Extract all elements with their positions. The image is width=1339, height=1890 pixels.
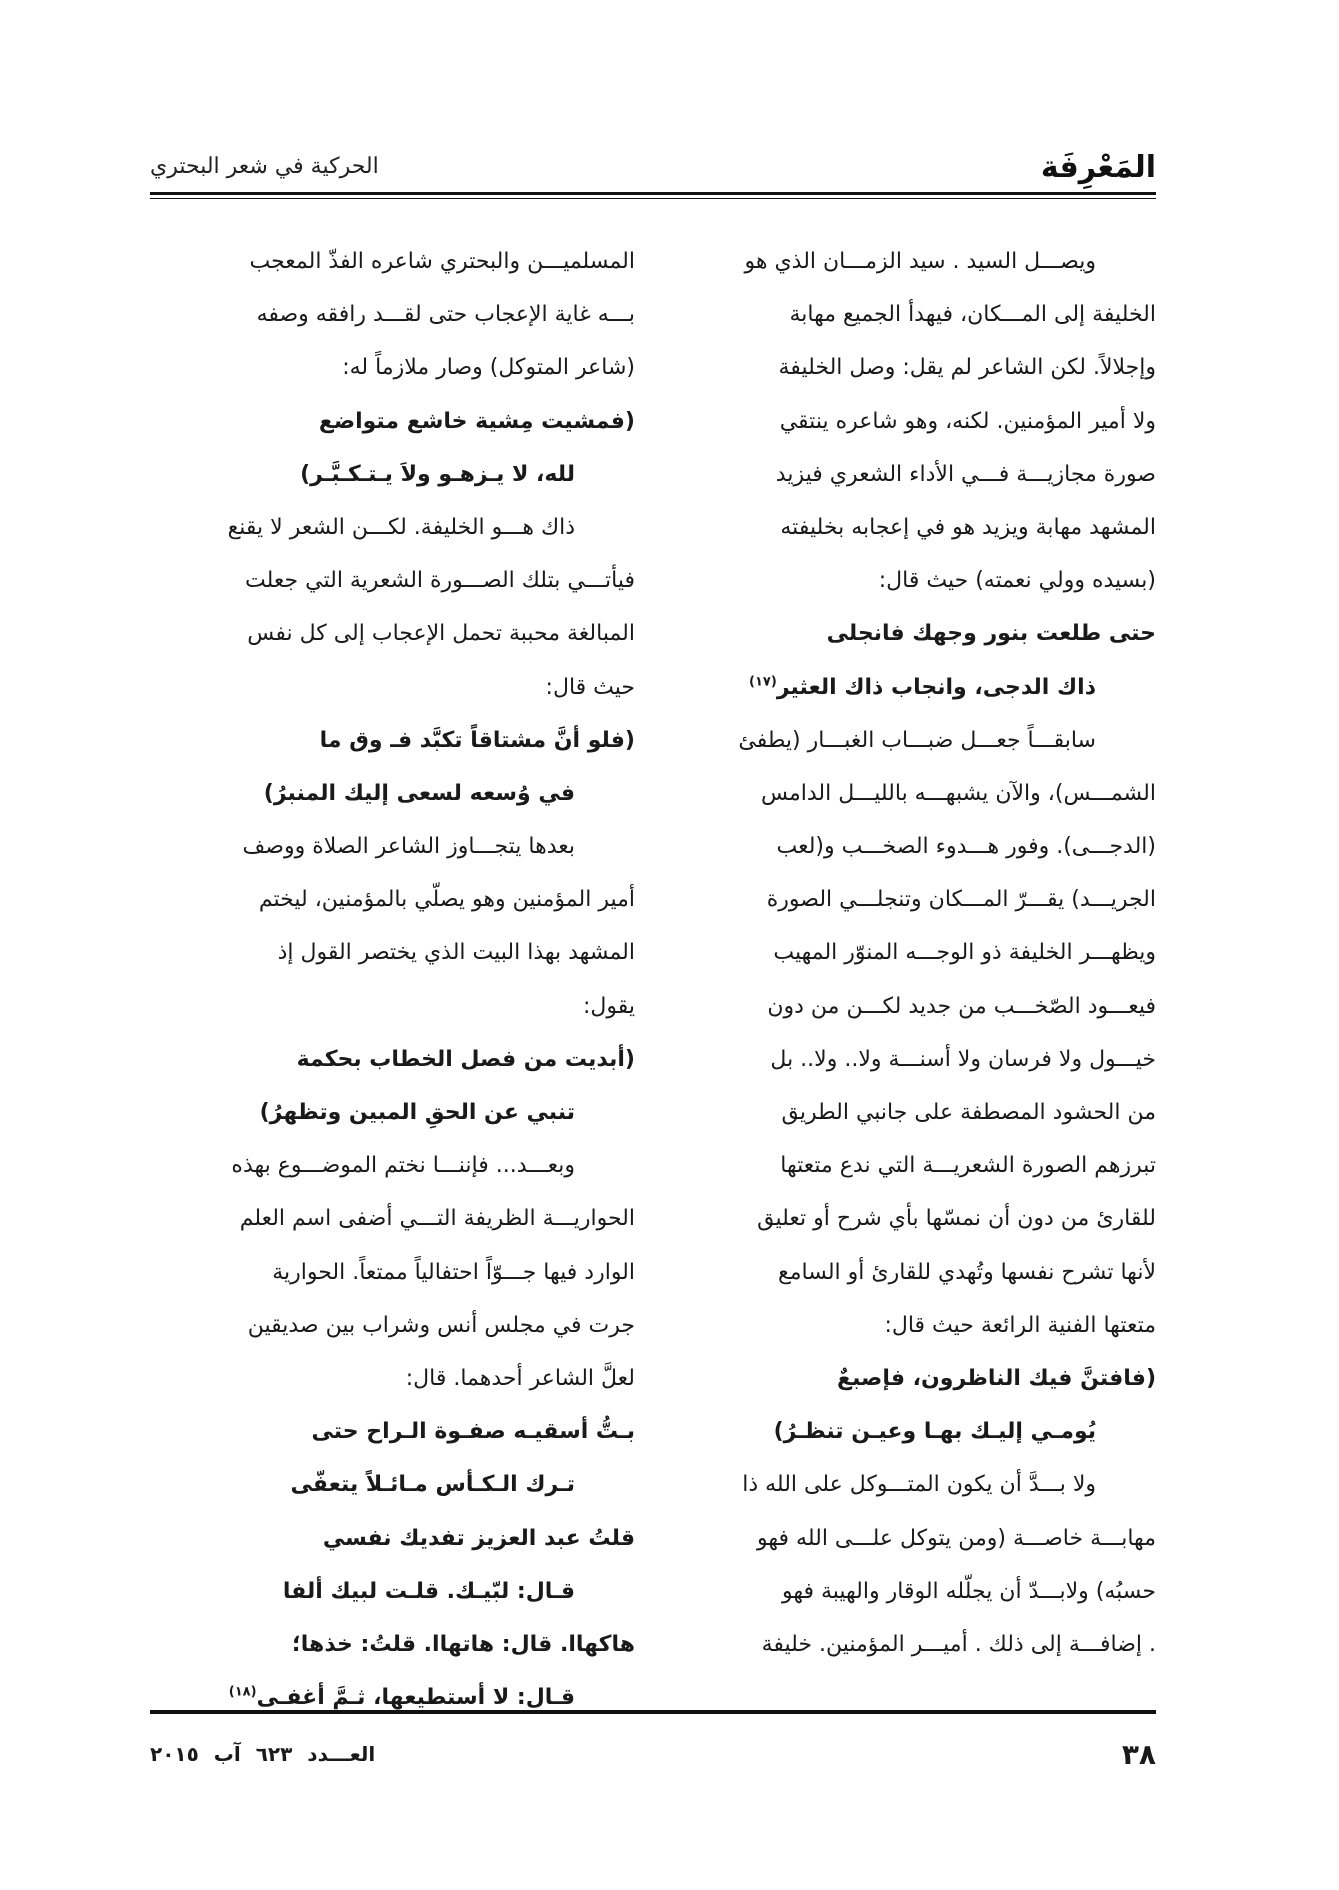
text-line	[676, 820, 1156, 873]
line-text: حيث قال:	[545, 674, 635, 700]
verse-line	[676, 661, 1156, 714]
line-text: جرت في مجلس أنس وشراب بين صديقين	[247, 1312, 635, 1338]
text-line	[155, 341, 635, 394]
line-text: (فلو أنَّ مشتاقاً تكبَّد فـ وق ما	[319, 727, 635, 753]
line-text: . إضافـــة إلى ذلك . أميـــر المؤمنين. خليفة	[761, 1631, 1156, 1657]
text-line	[676, 1458, 1156, 1511]
line-text: قـال: لا أستطيعها، ثـمَّ أغفـى	[256, 1685, 575, 1711]
verse-line	[155, 1033, 635, 1086]
line-text: المسلميـــن والبحتري شاعره الفذّ المعجب	[249, 249, 635, 274]
verse-line	[676, 1405, 1156, 1458]
text-line	[155, 235, 635, 288]
line-text: تـرك الـكـأس مـائـلاً يتعفّى	[290, 1472, 575, 1498]
text-line	[155, 980, 635, 1033]
text-line	[676, 1192, 1156, 1245]
text-line	[676, 1565, 1156, 1618]
line-text: بـــه غاية الإعجاب حتى لقـــد رافقه وصفه	[256, 302, 635, 328]
verse-line	[155, 1086, 635, 1139]
verse-line	[155, 448, 635, 501]
line-text: تبرزهم الصورة الشعريـــة التي ندع متعتها	[780, 1153, 1156, 1179]
line-text: فيعـــود الصّخـــب من جديد لكـــن من دون	[767, 993, 1156, 1019]
line-text: الوارد فيها جـــوّاً احتفالياً ممتعاً. الحوارية	[272, 1259, 635, 1285]
line-text: في وُسعه لسعى إليك المنبرُ)	[263, 780, 575, 806]
line-text: (فمشيت مِشية خاشع متواضع	[318, 408, 635, 434]
verse-line	[155, 395, 635, 448]
line-text: حتى طلعت بنور وجهك فانجلى	[826, 621, 1156, 647]
line-text: ويصـــل السيد . سيد الزمـــان الذي هو	[744, 249, 1096, 274]
line-text: الشمـــس)، والآن يشبهـــه بالليـــل الدامس	[760, 780, 1156, 806]
line-text: ويظهـــر الخليفة ذو الوجـــه المنوّر المهيب	[773, 940, 1156, 966]
text-line	[155, 1299, 635, 1352]
text-line	[155, 1192, 635, 1245]
verse-line	[155, 767, 635, 820]
line-text: الخليفة إلى المـــكان، فيهدأ الجميع مهابة	[789, 302, 1156, 328]
text-line	[676, 1618, 1156, 1671]
line-text: أمير المؤمنين وهو يصلّي بالمؤمنين، ليختم	[258, 887, 635, 913]
line-text: لعلَّ الشاعر أحدهما. قال:	[405, 1365, 635, 1391]
verse-line	[155, 714, 635, 767]
verse-line	[155, 1671, 635, 1724]
line-text: تنبي عن الحقِ المبين وتظهرُ)	[259, 1100, 575, 1125]
text-line	[155, 554, 635, 607]
line-text: سابقـــاً جعـــل ضبـــاب الغبـــار (يطفئ	[738, 727, 1096, 753]
line-text: وإجلالاً. لكن الشاعر لم يقل: وصل الخليفة	[778, 355, 1156, 381]
verse-line	[155, 1405, 635, 1458]
line-text: ذاك هـــو الخليفة. لكـــن الشعر لا يقنع	[227, 514, 575, 540]
verse-line	[155, 1618, 635, 1671]
text-line	[676, 1033, 1156, 1086]
line-text: لله، لا يـزهـو ولاَ يـتـكـبَّـر)	[300, 461, 575, 487]
text-line	[676, 1512, 1156, 1565]
page-footer	[150, 1738, 1156, 1778]
running-title: الحركية في شعر البحتري	[150, 154, 379, 179]
text-line	[676, 1246, 1156, 1299]
text-line	[676, 926, 1156, 979]
line-text: قلتُ عبد العزيز تفديك نفسي	[322, 1525, 635, 1551]
line-text: الجريـــد) يقـــرّ المـــكان وتنجلـــي الصورة	[766, 887, 1156, 913]
line-text: بـتُّ أسقيـه صفـوة الـراح حتى	[311, 1419, 635, 1445]
line-text: المشهد مهابة ويزيد هو في إعجابه بخليفته	[780, 514, 1156, 540]
line-text: يُومـي إليـك بهـا وعيـن تنظـرُ)	[773, 1419, 1096, 1445]
line-text: ذاك الدجى، وانجاب ذاك العثير	[776, 674, 1096, 700]
page-number: ٣٨	[1121, 1738, 1156, 1771]
text-line	[676, 501, 1156, 554]
line-text: هاكهاا. قال: هاتهاا. قلتُ: خذها؛	[292, 1631, 635, 1657]
issue-info: العـــدد ٦٢٣ آب ٢٠١٥	[150, 1742, 376, 1766]
line-text: المشهد بهذا البيت الذي يختصر القول إذ	[277, 940, 635, 966]
line-text: قـال: لبّيـك. قلـت لبيك ألفا	[282, 1578, 575, 1604]
line-text: يقول:	[582, 993, 635, 1019]
line-text: ولا بـــدَّ أن يكون المتـــوكل على الله ذا	[742, 1472, 1096, 1498]
footer-rule	[150, 1710, 1156, 1714]
line-text: (شاعر المتوكل) وصار ملازماً له:	[342, 355, 635, 381]
footnote-marker: (١٧)	[749, 674, 777, 690]
text-line	[676, 714, 1156, 767]
line-text: الحواريـــة الظريفة التـــي أضفى اسم العلم	[239, 1206, 635, 1232]
line-text: (الدجـــى). وفور هـــدوء الصخـــب و(لعب	[776, 834, 1156, 860]
line-text: (أبديت من فصل الخطاب بحكمة	[296, 1046, 635, 1072]
line-text: لأنها تشرح نفسها وتُهدي للقارئ أو السامع	[778, 1259, 1156, 1285]
text-line	[676, 873, 1156, 926]
verse-line	[676, 1352, 1156, 1405]
line-text: للقارئ من دون أن نمسّها بأي شرح أو تعليق	[757, 1206, 1156, 1232]
text-line	[676, 767, 1156, 820]
verse-line	[155, 1565, 635, 1618]
line-text: متعتها الفنية الرائعة حيث قال:	[884, 1312, 1156, 1338]
text-line	[676, 288, 1156, 341]
text-line	[155, 1352, 635, 1405]
verse-line	[676, 607, 1156, 660]
text-line	[676, 1139, 1156, 1192]
text-line	[676, 341, 1156, 394]
text-line	[155, 1139, 635, 1192]
line-text: فيأتـــي بتلك الصـــورة الشعرية التي جعلت	[245, 568, 635, 594]
line-text: المبالغة محببة تحمل الإعجاب إلى كل نفس	[247, 621, 635, 647]
verse-line	[155, 1458, 635, 1511]
line-text: من الحشود المصطفة على جانبي الطريق	[781, 1100, 1156, 1125]
text-line	[676, 395, 1156, 448]
text-line	[676, 1086, 1156, 1139]
text-line	[155, 501, 635, 554]
text-line	[155, 926, 635, 979]
line-text: خيـــول ولا فرسان ولا أسنـــة ولا.. ولا.. بل	[770, 1046, 1156, 1072]
text-line	[676, 1299, 1156, 1352]
header-rule-thin	[150, 198, 1156, 199]
text-line	[155, 661, 635, 714]
text-line	[155, 288, 635, 341]
left-text-column	[155, 235, 635, 1724]
text-line	[155, 607, 635, 660]
line-text: (بسيده وولي نعمته) حيث قال:	[878, 568, 1156, 594]
right-text-column	[676, 235, 1156, 1671]
line-text: (فافتنَّ فيك الناظرون، فإصبعٌ	[837, 1365, 1156, 1391]
text-line	[155, 820, 635, 873]
text-line	[676, 980, 1156, 1033]
verse-line	[155, 1512, 635, 1565]
line-text: حسبُه) ولابـــدّ أن يجلّله الوقار والهيبة فهو	[781, 1578, 1156, 1604]
magazine-logo: المَعْرِفَة	[1040, 150, 1156, 185]
text-line	[155, 873, 635, 926]
header-rule	[150, 192, 1156, 195]
line-text: صورة مجازيـــة فـــي الأداء الشعري فيزيد	[775, 461, 1156, 487]
footnote-marker: (١٨)	[228, 1684, 257, 1700]
page-header	[150, 150, 1156, 190]
line-text: مهابـــة خاصـــة (ومن يتوكل علـــى الله فهو	[757, 1525, 1156, 1551]
line-text: ولا أمير المؤمنين. لكنه، وهو شاعره ينتقي	[779, 408, 1156, 434]
line-text: بعدها يتجـــاوز الشاعر الصلاة ووصف	[242, 834, 575, 860]
text-line	[676, 235, 1156, 288]
text-line	[676, 448, 1156, 501]
text-line	[676, 554, 1156, 607]
line-text: وبعـــد... فإننـــا نختم الموضـــوع بهذه	[231, 1153, 575, 1179]
text-line	[155, 1246, 635, 1299]
